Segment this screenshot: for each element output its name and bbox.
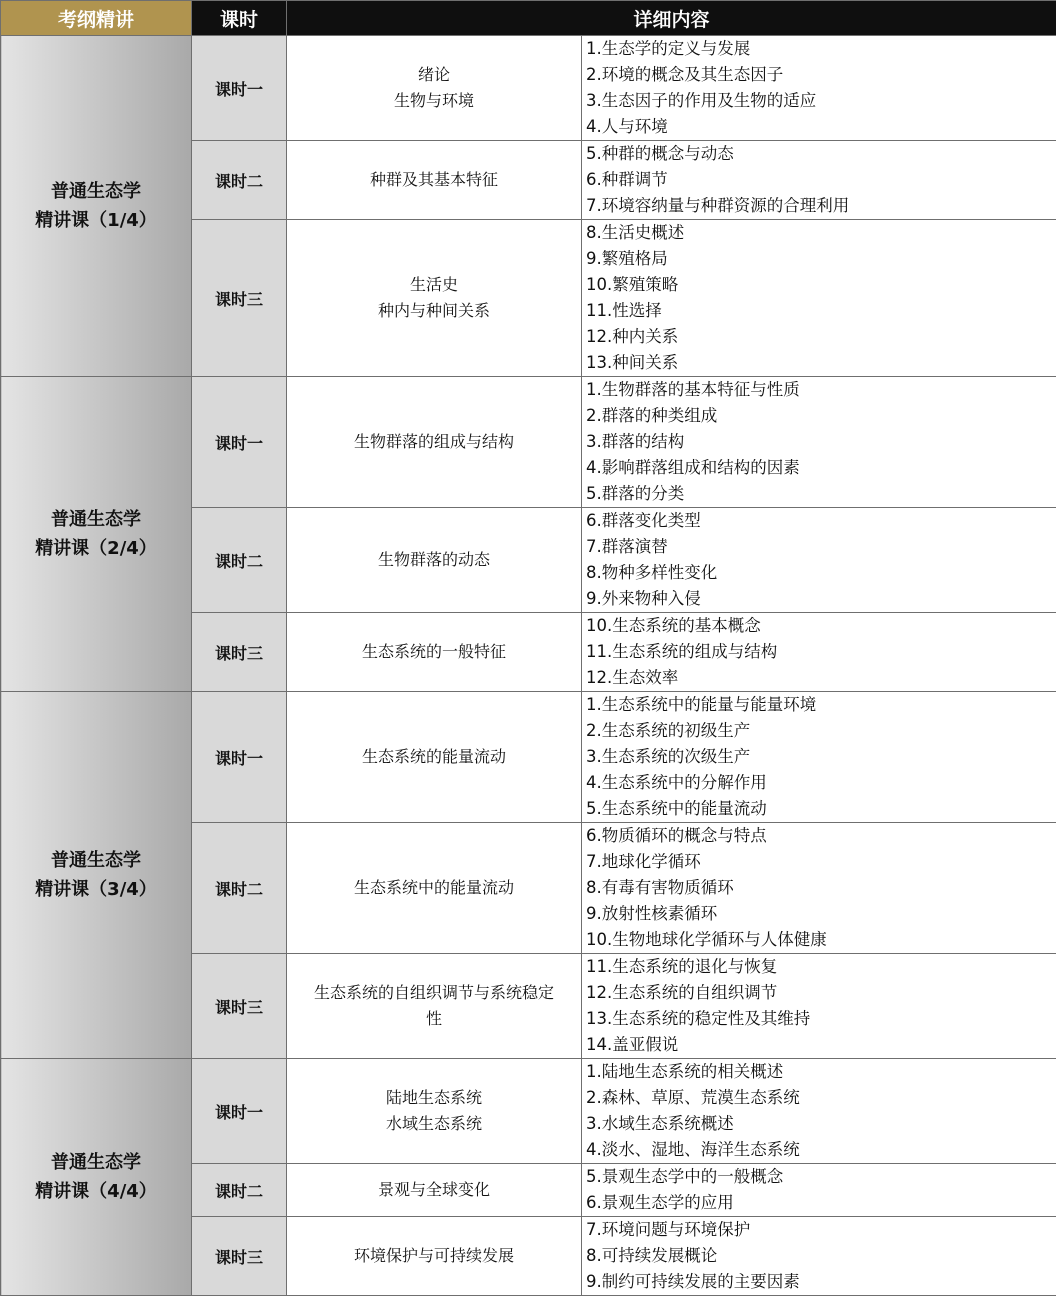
header-lesson: 课时 [192,1,287,36]
topic-line: 环境保护与可持续发展 [295,1243,573,1269]
lesson-topic [287,1164,582,1217]
header-course: 考纲精讲 [1,1,192,36]
lesson-details [582,823,1056,954]
table-row [1,1059,1056,1164]
table-row [1,692,1056,823]
header-row [1,1,1056,36]
detail-item: 4.人与环境 [586,114,1056,140]
course-name-cell [1,1059,192,1296]
topic-line: 生态系统的能量流动 [295,744,573,770]
table-row [1,377,1056,508]
detail-item: 13.种间关系 [586,350,1056,376]
course-name-cell [1,692,192,1059]
detail-item: 5.种群的概念与动态 [586,141,1056,167]
detail-item: 12.种内关系 [586,324,1056,350]
course-name-line1: 普通生态学 [1,1148,191,1177]
topic-line: 生态系统的一般特征 [295,639,573,665]
detail-item: 2.群落的种类组成 [586,403,1056,429]
lesson-details [582,36,1056,141]
lesson-label: 课时三 [192,613,287,692]
detail-item: 6.物质循环的概念与特点 [586,823,1056,849]
lesson-label: 课时一 [192,1059,287,1164]
detail-item: 11.生态系统的组成与结构 [586,639,1056,665]
lesson-details [582,377,1056,508]
course-name-line1: 普通生态学 [1,505,191,534]
detail-item: 4.影响群落组成和结构的因素 [586,455,1056,481]
detail-item: 12.生态系统的自组织调节 [586,980,1056,1006]
detail-item: 7.群落演替 [586,534,1056,560]
lesson-topic [287,823,582,954]
detail-item: 9.放射性核素循环 [586,901,1056,927]
detail-item: 1.陆地生态系统的相关概述 [586,1059,1056,1085]
detail-item: 4.淡水、湿地、海洋生态系统 [586,1137,1056,1163]
detail-item: 14.盖亚假说 [586,1032,1056,1058]
header-detail: 详细内容 [287,1,1056,36]
detail-item: 12.生态效率 [586,665,1056,691]
lesson-topic [287,36,582,141]
topic-line: 陆地生态系统 [295,1085,573,1111]
detail-item: 3.群落的结构 [586,429,1056,455]
course-name-cell [1,377,192,692]
lesson-topic [287,220,582,377]
detail-item: 7.环境容纳量与种群资源的合理利用 [586,193,1056,219]
lesson-label: 课时二 [192,508,287,613]
detail-item: 10.繁殖策略 [586,272,1056,298]
topic-line: 水域生态系统 [295,1111,573,1137]
lesson-details [582,613,1056,692]
detail-item: 3.水域生态系统概述 [586,1111,1056,1137]
detail-item: 13.生态系统的稳定性及其维持 [586,1006,1056,1032]
lesson-label: 课时二 [192,823,287,954]
lesson-details [582,692,1056,823]
detail-item: 1.生态学的定义与发展 [586,36,1056,62]
lesson-label: 课时二 [192,1164,287,1217]
detail-item: 4.生态系统中的分解作用 [586,770,1056,796]
lesson-details [582,1164,1056,1217]
detail-item: 8.物种多样性变化 [586,560,1056,586]
topic-line: 生活史 [295,272,573,298]
lesson-label: 课时三 [192,954,287,1059]
detail-item: 2.森林、草原、荒漠生态系统 [586,1085,1056,1111]
course-name-line2: 精讲课（2/4） [1,534,191,563]
topic-line: 性 [295,1006,573,1032]
detail-item: 6.群落变化类型 [586,508,1056,534]
lesson-details [582,1217,1056,1296]
course-name-line1: 普通生态学 [1,177,191,206]
course-name-cell [1,36,192,377]
lesson-topic [287,141,582,220]
topic-line: 生物与环境 [295,88,573,114]
course-name-line2: 精讲课（3/4） [1,875,191,904]
detail-item: 5.群落的分类 [586,481,1056,507]
lesson-label: 课时一 [192,377,287,508]
detail-item: 6.种群调节 [586,167,1056,193]
detail-item: 11.生态系统的退化与恢复 [586,954,1056,980]
detail-item: 5.生态系统中的能量流动 [586,796,1056,822]
lesson-topic [287,613,582,692]
lesson-details [582,1059,1056,1164]
course-name-line1: 普通生态学 [1,846,191,875]
detail-item: 9.繁殖格局 [586,246,1056,272]
topic-line: 绪论 [295,62,573,88]
detail-item: 7.地球化学循环 [586,849,1056,875]
detail-item: 1.生物群落的基本特征与性质 [586,377,1056,403]
detail-item: 10.生态系统的基本概念 [586,613,1056,639]
lesson-topic [287,508,582,613]
course-name-line2: 精讲课（1/4） [1,206,191,235]
lesson-details [582,954,1056,1059]
detail-item: 1.生态系统中的能量与能量环境 [586,692,1056,718]
detail-item: 2.生态系统的初级生产 [586,718,1056,744]
detail-item: 9.制约可持续发展的主要因素 [586,1269,1056,1295]
detail-item: 2.环境的概念及其生态因子 [586,62,1056,88]
lesson-details [582,220,1056,377]
detail-item: 3.生态系统的次级生产 [586,744,1056,770]
topic-line: 生态系统的自组织调节与系统稳定 [295,980,573,1006]
detail-item: 7.环境问题与环境保护 [586,1217,1056,1243]
topic-line: 生态系统中的能量流动 [295,875,573,901]
detail-item: 6.景观生态学的应用 [586,1190,1056,1216]
lesson-label: 课时一 [192,692,287,823]
topic-line: 景观与全球变化 [295,1177,573,1203]
detail-item: 8.生活史概述 [586,220,1056,246]
course-name-line2: 精讲课（4/4） [1,1177,191,1206]
lesson-label: 课时三 [192,1217,287,1296]
lesson-topic [287,954,582,1059]
table-row [1,36,1056,141]
lesson-topic [287,1059,582,1164]
lesson-details [582,141,1056,220]
lesson-label: 课时一 [192,36,287,141]
topic-line: 生物群落的组成与结构 [295,429,573,455]
detail-item: 10.生物地球化学循环与人体健康 [586,927,1056,953]
detail-item: 11.性选择 [586,298,1056,324]
detail-item: 5.景观生态学中的一般概念 [586,1164,1056,1190]
lesson-topic [287,377,582,508]
detail-item: 3.生态因子的作用及生物的适应 [586,88,1056,114]
topic-line: 种内与种间关系 [295,298,573,324]
topic-line: 生物群落的动态 [295,547,573,573]
lesson-label: 课时三 [192,220,287,377]
topic-line: 种群及其基本特征 [295,167,573,193]
detail-item: 8.有毒有害物质循环 [586,875,1056,901]
table-body [1,36,1056,1296]
detail-item: 9.外来物种入侵 [586,586,1056,612]
lesson-details [582,508,1056,613]
lesson-topic [287,1217,582,1296]
lesson-label: 课时二 [192,141,287,220]
lesson-topic [287,692,582,823]
detail-item: 8.可持续发展概论 [586,1243,1056,1269]
